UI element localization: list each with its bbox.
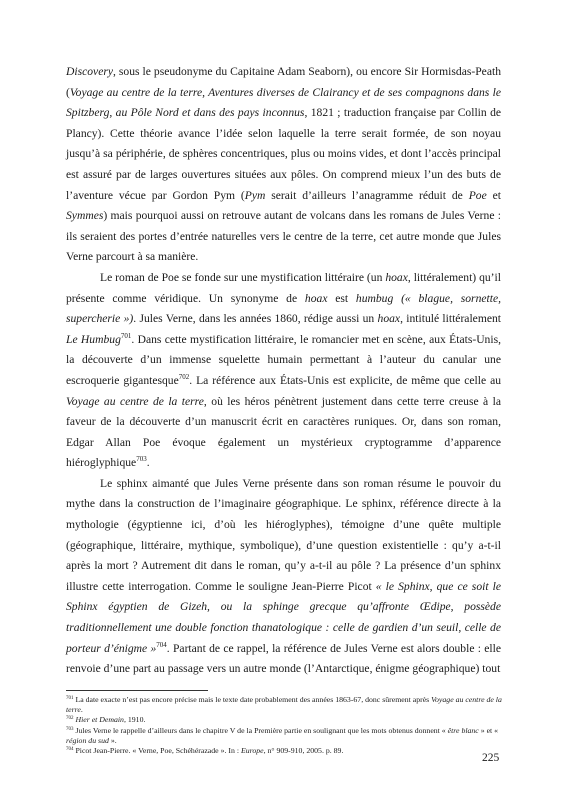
text-run: . La référence aux États-Unis est explicite, de même que celle au — [189, 373, 502, 387]
text-run: , 1910. — [123, 715, 146, 725]
footnotes — [66, 695, 506, 756]
footnote-number: 701 — [66, 696, 74, 701]
text-run: . — [146, 456, 150, 470]
text-run: , intitulé littéralement — [400, 312, 501, 326]
italic-text: humbug — [355, 291, 394, 305]
footnote-separator — [66, 690, 208, 691]
footnote-reference: 704 — [156, 640, 167, 649]
paragraph — [66, 268, 501, 474]
italic-text: « le Sphinx, que ce soit le Sphinx égyptien de Gizeh, ou la sphinge grecque qu’affronte Œdipe, possède traditionnellement une double fonction thanatologique : celle de gardien d’un seuil, celle de porteur d’énigme » — [66, 579, 501, 655]
paragraph — [66, 474, 501, 680]
footnote — [66, 746, 506, 756]
page-number: 225 — [482, 752, 500, 764]
footnote-reference: 701 — [120, 331, 132, 340]
text-run: , sous le pseudonyme du Capitaine Adam Seaborn), ou encore Sir Hormisdas-Peath ( — [66, 65, 501, 99]
footnote-number: 703 — [66, 726, 74, 732]
text-run: , n° 909-910, 2005. p. 89. — [263, 746, 344, 756]
text-run: . Partant de ce rappel, la référence de Jules Verne est alors double : elle renvoie d’une part au passage vers un autre monde (l’Antarctique, énigme géographique) tout — [66, 641, 501, 676]
text-run: » et « — [478, 725, 499, 735]
italic-text: Symmes — [66, 209, 104, 223]
text-run: La date exacte n’est pas encore précise mais le texte date probablement des années 1863-67, donc sûrement après — [73, 695, 432, 704]
text-run: ». — [108, 735, 117, 745]
italic-text: région du sud — [66, 735, 109, 745]
italic-text: Discovery — [66, 65, 113, 78]
text-run: est — [327, 291, 356, 305]
text-run: serait d’ailleurs l’anagramme réduit de — [265, 188, 469, 202]
text-run: ) mais pourquoi aussi on retrouve autant de volcans dans les romans de Jules Verne : ils seraient des portes d’entrée naturelles vers le centre de la terre, cet autre monde que Jules Verne parcourt à sa manière. — [66, 209, 501, 264]
text-run: Picot Jean-Pierre. « Verne, Poe, Schéhérazade ». In : — [73, 746, 241, 756]
footnote-reference: 702 — [178, 372, 190, 381]
italic-text: Le Humbug — [66, 332, 121, 346]
italic-text: Hier et Demain — [75, 715, 124, 725]
paragraph — [66, 62, 501, 268]
text-run: Le sphinx aimanté que Jules Verne présente dans son roman résume le pouvoir du mythe dans la construction de l’imaginaire géographique. Le sphinx, référence directe à la mythologie (égyptienne ici, d’où les hiéroglyphes), témoigne d’une quête multiple (géographique, littéraire, mythique, symbolique), d’une question existentielle : qu’y a-t-il après la mort ? Autrement dit dans le roman, qu’y a-t-il au pôle ? La présence d’un sphinx illustre cette interrogation. Comme le souligne Jean-Pierre Picot — [66, 476, 501, 593]
footnote-number: 704 — [66, 747, 74, 753]
italic-text: Voyage au centre de la terre — [66, 695, 502, 715]
text-run: , 1821 ; traduction française par Collin de Plancy). Cette théorie avance l’idée selon laquelle la terre serait formée, de son noyau jusqu’à sa périphérie, de sphères concentriques, plus ou moins vides, et dont l’accès principal est assuré par de larges ouvertures situées aux pôles. On comprend mieux l’un des buts de l’aventure vécue par Gordon Pym ( — [66, 106, 502, 202]
text-run: . Jules Verne, dans les années 1860, rédige aussi un — [133, 312, 378, 326]
italic-text: (« blague, sornette, supercherie ») — [66, 291, 501, 326]
italic-text: hoax — [385, 270, 408, 284]
body-text — [66, 62, 501, 680]
footnote-number: 702 — [66, 716, 74, 722]
footnote — [66, 715, 506, 725]
italic-text: être blanc — [447, 725, 479, 735]
text-run: , littéralement) qu’il présente comme véridique. Un synonyme de — [66, 270, 501, 305]
italic-text: Pym — [244, 188, 266, 202]
footnote — [66, 695, 506, 715]
italic-text: Voyage au centre de la terre, Aventures diverses de Clairancy et de ses compagnons dans le Spitzberg, au Pôle Nord et dans des pays inconnus — [66, 85, 501, 120]
italic-text: Poe — [468, 188, 487, 202]
text-run: . Dans cette mystification littéraire, le romancier met en scène, aux États-Unis, la découverte d’un immense squelette humain permettant à l’auteur du canular une escroquerie gigantesque — [66, 332, 501, 387]
text-run: Le roman de Poe se fonde sur une mystification littéraire (un — [100, 270, 386, 284]
text-run: , où les héros pénètrent justement dans cette terre creuse à la faveur de la découverte d’un manuscrit écrit en caractères runiques. Or, dans son roman, Edgar Allan Poe évoque également un mystérieux cryptogramme d’apparence hiéroglyphique — [66, 394, 502, 470]
italic-text: hoax — [304, 291, 328, 305]
text-run: et — [486, 188, 501, 202]
italic-text: hoax — [377, 312, 401, 326]
text-run: Jules Verne le rappelle d’ailleurs dans le chapitre V de la Première partie en soulignant que les mots obtenus donnent « — [73, 725, 448, 735]
text-run: . — [80, 705, 83, 715]
footnote — [66, 726, 506, 746]
footnote-reference: 703 — [136, 455, 147, 464]
italic-text: Europe — [240, 746, 264, 756]
italic-text: Voyage au centre de la terre — [66, 394, 204, 408]
